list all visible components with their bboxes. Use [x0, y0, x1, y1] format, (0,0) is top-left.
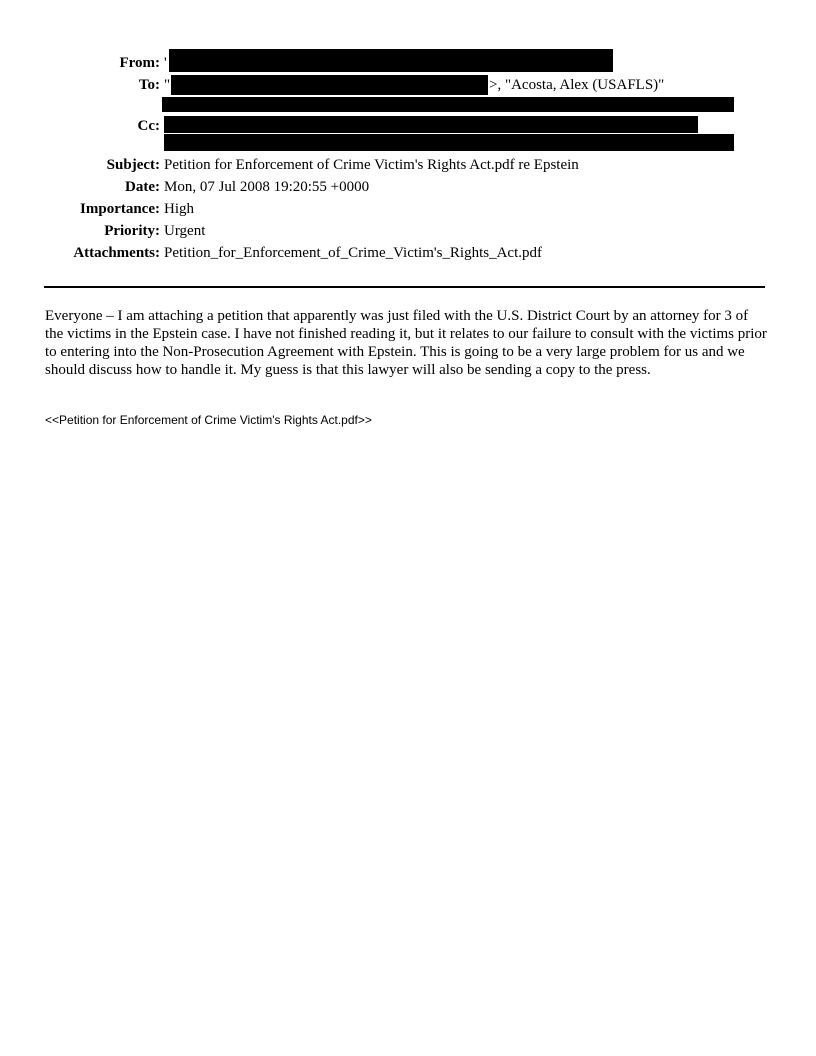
- date-label: Date:: [125, 179, 160, 195]
- from-label: From:: [119, 55, 160, 71]
- priority-label: Priority:: [104, 223, 160, 239]
- attachments-value[interactable]: Petition_for_Enforcement_of_Crime_Victim's_Rights_Act.pdf: [164, 245, 542, 261]
- to-prefix: ": [164, 77, 171, 93]
- to-recipient-visible: >, "Acosta, Alex (USAFLS)": [489, 77, 665, 93]
- attachments-label: Attachments:: [73, 245, 160, 261]
- to-label: To:: [138, 77, 160, 93]
- from-redaction: [169, 49, 613, 72]
- priority-value: Urgent: [164, 223, 206, 239]
- from-prefix: ': [164, 55, 167, 71]
- importance-label: Importance:: [80, 201, 160, 217]
- subject-label: Subject:: [106, 157, 160, 173]
- subject-value: Petition for Enforcement of Crime Victim's Rights Act.pdf re Epstein: [164, 157, 579, 173]
- email-body: Everyone – I am attaching a petition that apparently was just filed with the U.S. District Court by an attorney for 3 of the victims in the Epstein case. I have not finished reading it, but it relates to our failure to consult with the victims prior to entering into the Non-Prosecution Agreement with Epstein. This is going to be a very large problem for us and we should discuss how to handle it. My guess is that this lawyer will also be sending a copy to the press.: [45, 308, 767, 378]
- to-redaction-2: [162, 97, 734, 112]
- cc-label: Cc:: [137, 118, 160, 134]
- date-value: Mon, 07 Jul 2008 19:20:55 +0000: [164, 179, 370, 195]
- to-redaction-1: [171, 75, 488, 95]
- importance-value: High: [164, 201, 194, 217]
- attachment-reference[interactable]: <<Petition for Enforcement of Crime Victim's Rights Act.pdf>>: [45, 413, 372, 427]
- header-divider: [44, 286, 765, 288]
- cc-redaction-2: [164, 134, 734, 151]
- cc-redaction-1: [164, 116, 698, 133]
